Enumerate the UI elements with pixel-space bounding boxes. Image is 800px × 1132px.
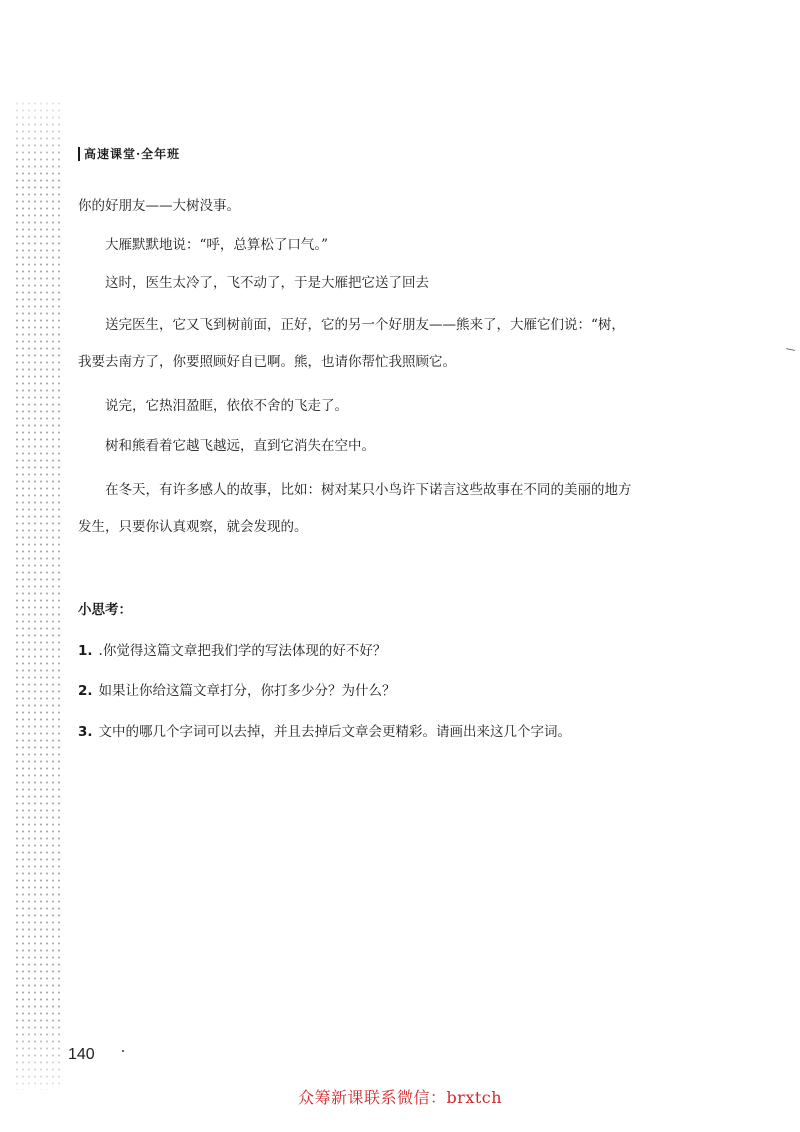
question-1 [78, 641, 386, 661]
footer-watermark: 众筹新课联系微信：brxtch [297, 1088, 503, 1107]
question-number: 3. [78, 724, 93, 740]
margin-dot-fade [14, 100, 64, 1090]
paragraph-5: 说完，它热泪盈眶，依依不舍的飞走了。 [105, 398, 348, 414]
paragraph-3: 这时，医生太冷了，飞不动了，于是大雁把它送了回去 [105, 275, 429, 291]
question-number: 1. [78, 643, 93, 659]
question-text: .你觉得这篇文章把我们学的写法体现的好不好？ [98, 643, 387, 659]
header-rule [78, 147, 80, 161]
scan-speck [122, 1050, 124, 1052]
exercise-title: 小思考： [78, 602, 132, 618]
paragraph-2: 大雁默默地说：“呼，总算松了口气。” [105, 237, 329, 253]
running-title: 高速课堂·全年班 [84, 147, 181, 161]
page-number: 140 [68, 1046, 95, 1063]
question-text: 文中的哪几个字词可以去掉，并且去掉后文章会更精彩。请画出来这几个字词。 [98, 724, 572, 740]
question-3 [78, 722, 571, 742]
paragraph-4: 送完医生，它又飞到树前面，正好，它的另一个好朋友——熊来了，大雁它们说：“树，我要去南方了，你要照顾好自已啊。熊，也请你帮忙我照顾它。 [78, 317, 625, 370]
scan-speck [786, 348, 795, 351]
question-2 [78, 681, 396, 701]
paragraph-6: 树和熊看着它越飞越远，直到它消失在空中。 [105, 438, 375, 454]
paragraph-1: 你的好朋友——大树没事。 [78, 198, 240, 214]
paragraph-7: 在冬天，有许多感人的故事，比如：树对某只小鸟许下诺言这些故事在不同的美丽的地方发生，只要你认真观察，就会发现的。 [78, 482, 632, 535]
question-text: 如果让你给这篇文章打分，你打多少分？为什么？ [98, 683, 396, 699]
running-header [78, 145, 180, 162]
question-number: 2. [78, 683, 93, 699]
